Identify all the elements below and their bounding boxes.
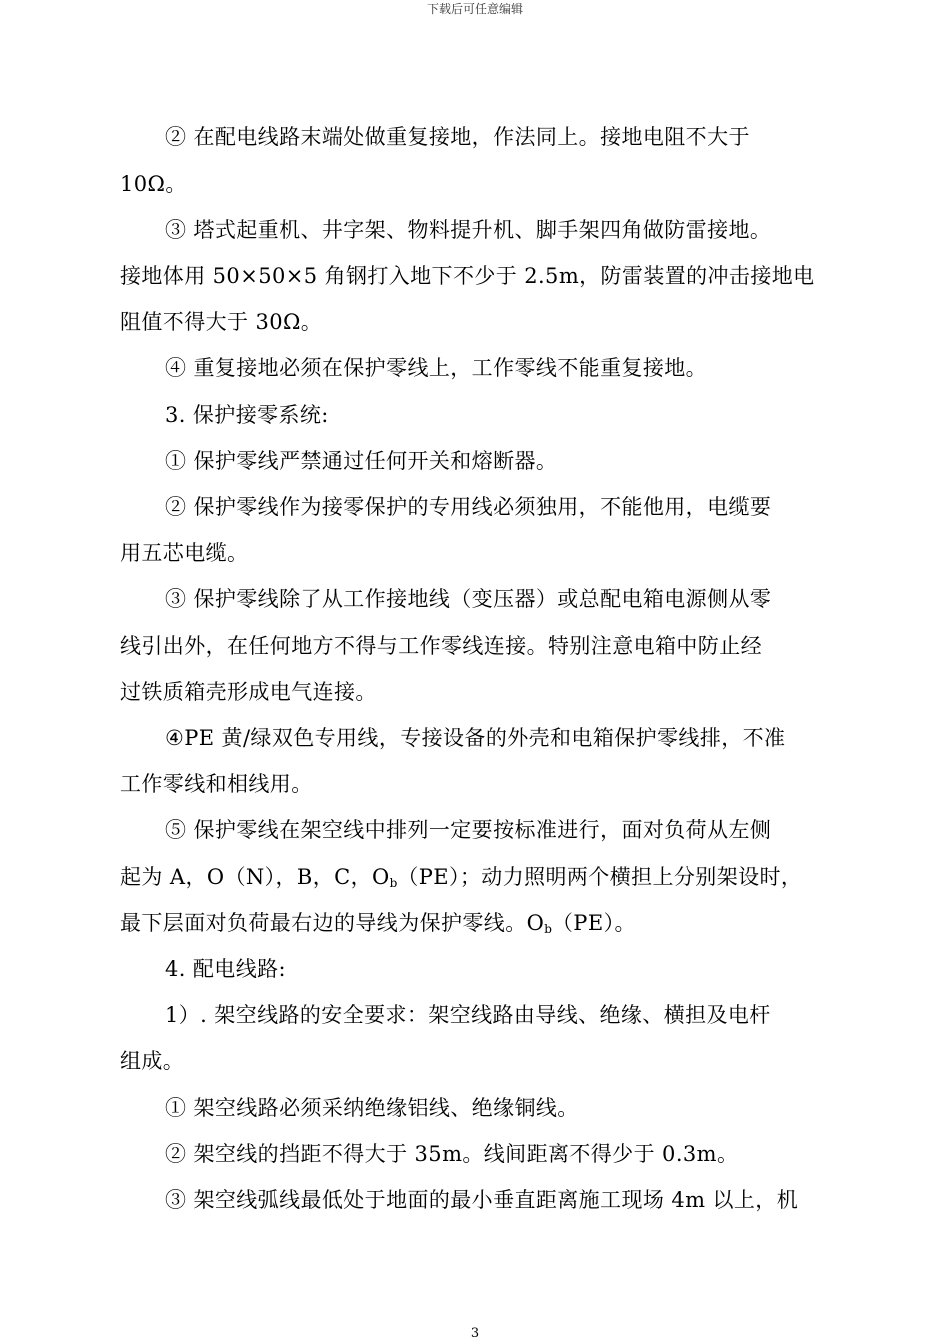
paragraph-line: ② 架空线的挡距不得大于 35m。线间距离不得少于 0.3m。 <box>165 1142 739 1166</box>
paragraph-line: ④ 重复接地必须在保护零线上，工作零线不能重复接地。 <box>165 356 708 380</box>
paragraph-line: 接地体用 50×50×5 角钢打入地下不少于 2.5m，防雷装置的冲击接地电 <box>120 264 815 288</box>
section-heading: 4. 配电线路: <box>165 957 286 981</box>
line-text: （PE）；动力照明两个横担上分别架设时， <box>397 865 803 889</box>
paragraph-line: 用五芯电缆。 <box>120 541 249 565</box>
paragraph-line: ③ 塔式起重机、井字架、物料提升机、脚手架四角做防雷接地。 <box>165 218 772 242</box>
paragraph-line: 线引出外，在任何地方不得与工作零线连接。特别注意电箱中防止经 <box>120 634 762 658</box>
paragraph-line: ③ 架空线弧线最低处于地面的最小垂直距离施工现场 4m 以上，机 <box>165 1188 799 1212</box>
subscript: b <box>389 876 398 890</box>
paragraph-line: ② 保护零线作为接零保护的专用线必须独用，不能他用，电缆要 <box>165 495 772 519</box>
paragraph-line: 过铁质箱壳形成电气连接。 <box>120 680 377 704</box>
paragraph-line: 1）. 架空线路的安全要求：架空线路由导线、绝缘、横担及电杆 <box>165 1003 771 1027</box>
line-text: 起为 A，O（N），B，C，O <box>120 865 390 889</box>
paragraph-line: ② 在配电线路末端处做重复接地，作法同上。接地电阻不大于 <box>165 125 750 149</box>
paragraph-line: 10Ω。 <box>120 172 187 196</box>
paragraph-line: ④PE 黄/绿双色专用线，专接设备的外壳和电箱保护零线排，不准 <box>165 726 786 750</box>
paragraph-line: 工作零线和相线用。 <box>120 772 313 796</box>
paragraph-line: ① 保护零线严禁通过任何开关和熔断器。 <box>165 449 558 473</box>
paragraph-line <box>120 865 802 895</box>
subscript: b <box>544 922 552 936</box>
paragraph-line: 阻值不得大于 30Ω。 <box>120 310 323 334</box>
line-text: 最下层面对负荷最右边的导线为保护零线。O <box>120 911 545 935</box>
line-text: （PE）。 <box>551 911 636 935</box>
paragraph-line: ③ 保护零线除了从工作接地线（变压器）或总配电箱电源侧从零 <box>165 587 772 611</box>
page-number: 3 <box>470 1326 480 1341</box>
paragraph-line: ① 架空线路必须采纳绝缘铝线、绝缘铜线。 <box>165 1096 579 1120</box>
paragraph-line <box>120 911 636 941</box>
section-heading: 3. 保护接零系统: <box>165 403 329 427</box>
paragraph-line: ⑤ 保护零线在架空线中排列一定要按标准进行，面对负荷从左侧 <box>165 818 772 842</box>
paragraph-line: 组成。 <box>120 1049 185 1073</box>
page-header: 下载后可任意编辑 <box>426 2 523 16</box>
